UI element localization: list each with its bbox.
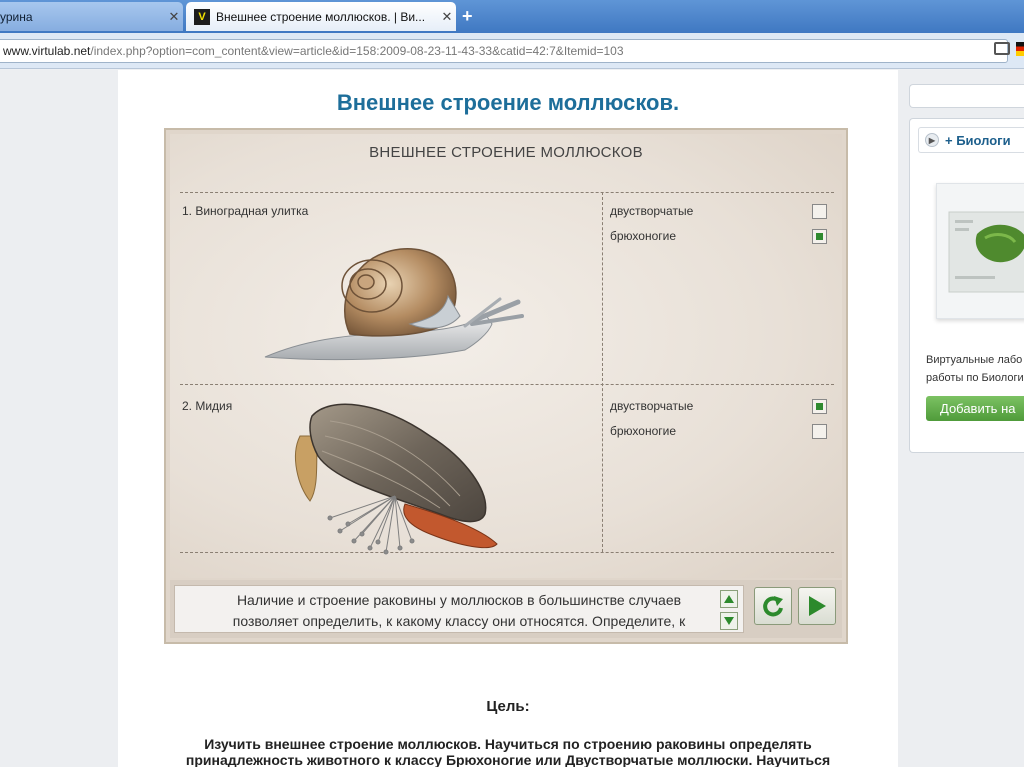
lab-control-bar <box>170 580 842 638</box>
sidebar-heading-label: + Биологи <box>945 132 1011 148</box>
checkbox-q2-gastropod[interactable] <box>812 424 827 439</box>
next-button[interactable] <box>798 587 836 625</box>
sidebar-heading[interactable] <box>918 127 1024 153</box>
restart-icon <box>760 593 786 619</box>
article-content <box>118 70 898 767</box>
checkbox-q2-bivalve[interactable] <box>812 399 827 414</box>
lab-title: ВНЕШНЕЕ СТРОЕНИЕ МОЛЛЮСКОВ <box>369 144 643 161</box>
tab-bar <box>0 0 1024 33</box>
close-icon[interactable]: ✕ <box>168 8 180 24</box>
sidebar-description <box>926 351 1024 387</box>
checkbox-q1-gastropod[interactable] <box>812 229 827 244</box>
lab-canvas <box>170 134 842 578</box>
option-label: двустворчатые <box>610 204 694 218</box>
triangle-up-icon <box>724 595 734 603</box>
divider <box>602 192 603 552</box>
mussel-illustration <box>290 396 510 556</box>
address-bar <box>0 33 1024 69</box>
tab-active[interactable] <box>186 2 456 31</box>
goal-heading: Цель: <box>486 698 530 715</box>
restart-button[interactable] <box>754 587 792 625</box>
close-icon[interactable]: ✕ <box>441 8 453 24</box>
tab-title: урина <box>0 9 33 24</box>
snail-illustration <box>260 224 530 364</box>
sidebar-description-line: работы по Биологи <box>926 372 1024 384</box>
reader-mode-icon[interactable] <box>994 42 1010 55</box>
question-2-label: 2. Мидия <box>182 399 233 413</box>
tab-previous[interactable] <box>0 2 183 31</box>
lab-preview-image <box>937 184 1024 319</box>
site-favicon-icon: V <box>194 9 210 25</box>
goal-text: Изучить внешнее строение моллюсков. Научиться по строению раковины определять принадлежность животного к классу Брюхоногие или Двустворчатые моллюски. Научиться <box>185 736 831 767</box>
page-title: Внешнее строение моллюсков. <box>336 90 680 115</box>
new-tab-button[interactable]: + <box>462 6 473 26</box>
divider <box>180 384 834 385</box>
url-path: /index.php?option=com_content&view=article&id=158:2009-08-23-11-43-33&catid=42:7&Itemid=103 <box>90 44 624 58</box>
sidebar-search-box[interactable] <box>909 84 1024 108</box>
info-text-box: Наличие и строение раковины у моллюсков в большинстве случаев позволяет определить, к какому классу они относятся. Определите, к <box>174 585 744 633</box>
option-label: двустворчатые <box>610 399 694 413</box>
question-1-label: 1. Виноградная улитка <box>182 204 309 218</box>
sidebar-widget <box>909 118 1024 453</box>
scroll-down-button[interactable] <box>720 612 738 630</box>
app-thumbnail[interactable] <box>936 183 1024 319</box>
checkbox-q1-bivalve[interactable] <box>812 204 827 219</box>
add-button[interactable]: Добавить на <box>926 396 1024 421</box>
option-label: брюхоногие <box>610 424 677 438</box>
url-field[interactable] <box>0 39 1008 63</box>
url-host: www.virtulab.net <box>3 44 91 58</box>
language-flag-icon[interactable] <box>1016 42 1024 56</box>
play-icon <box>806 594 828 618</box>
divider <box>180 192 834 193</box>
sidebar-description-line: Виртуальные лабо <box>926 354 1023 366</box>
scroll-up-button[interactable] <box>720 590 738 608</box>
tab-title: Внешнее строение моллюсков. | Ви... <box>216 9 426 24</box>
option-label: брюхоногие <box>610 229 677 243</box>
virtual-lab-widget <box>164 128 848 644</box>
chevron-right-icon: ▶ <box>925 133 939 147</box>
triangle-down-icon <box>724 617 734 625</box>
